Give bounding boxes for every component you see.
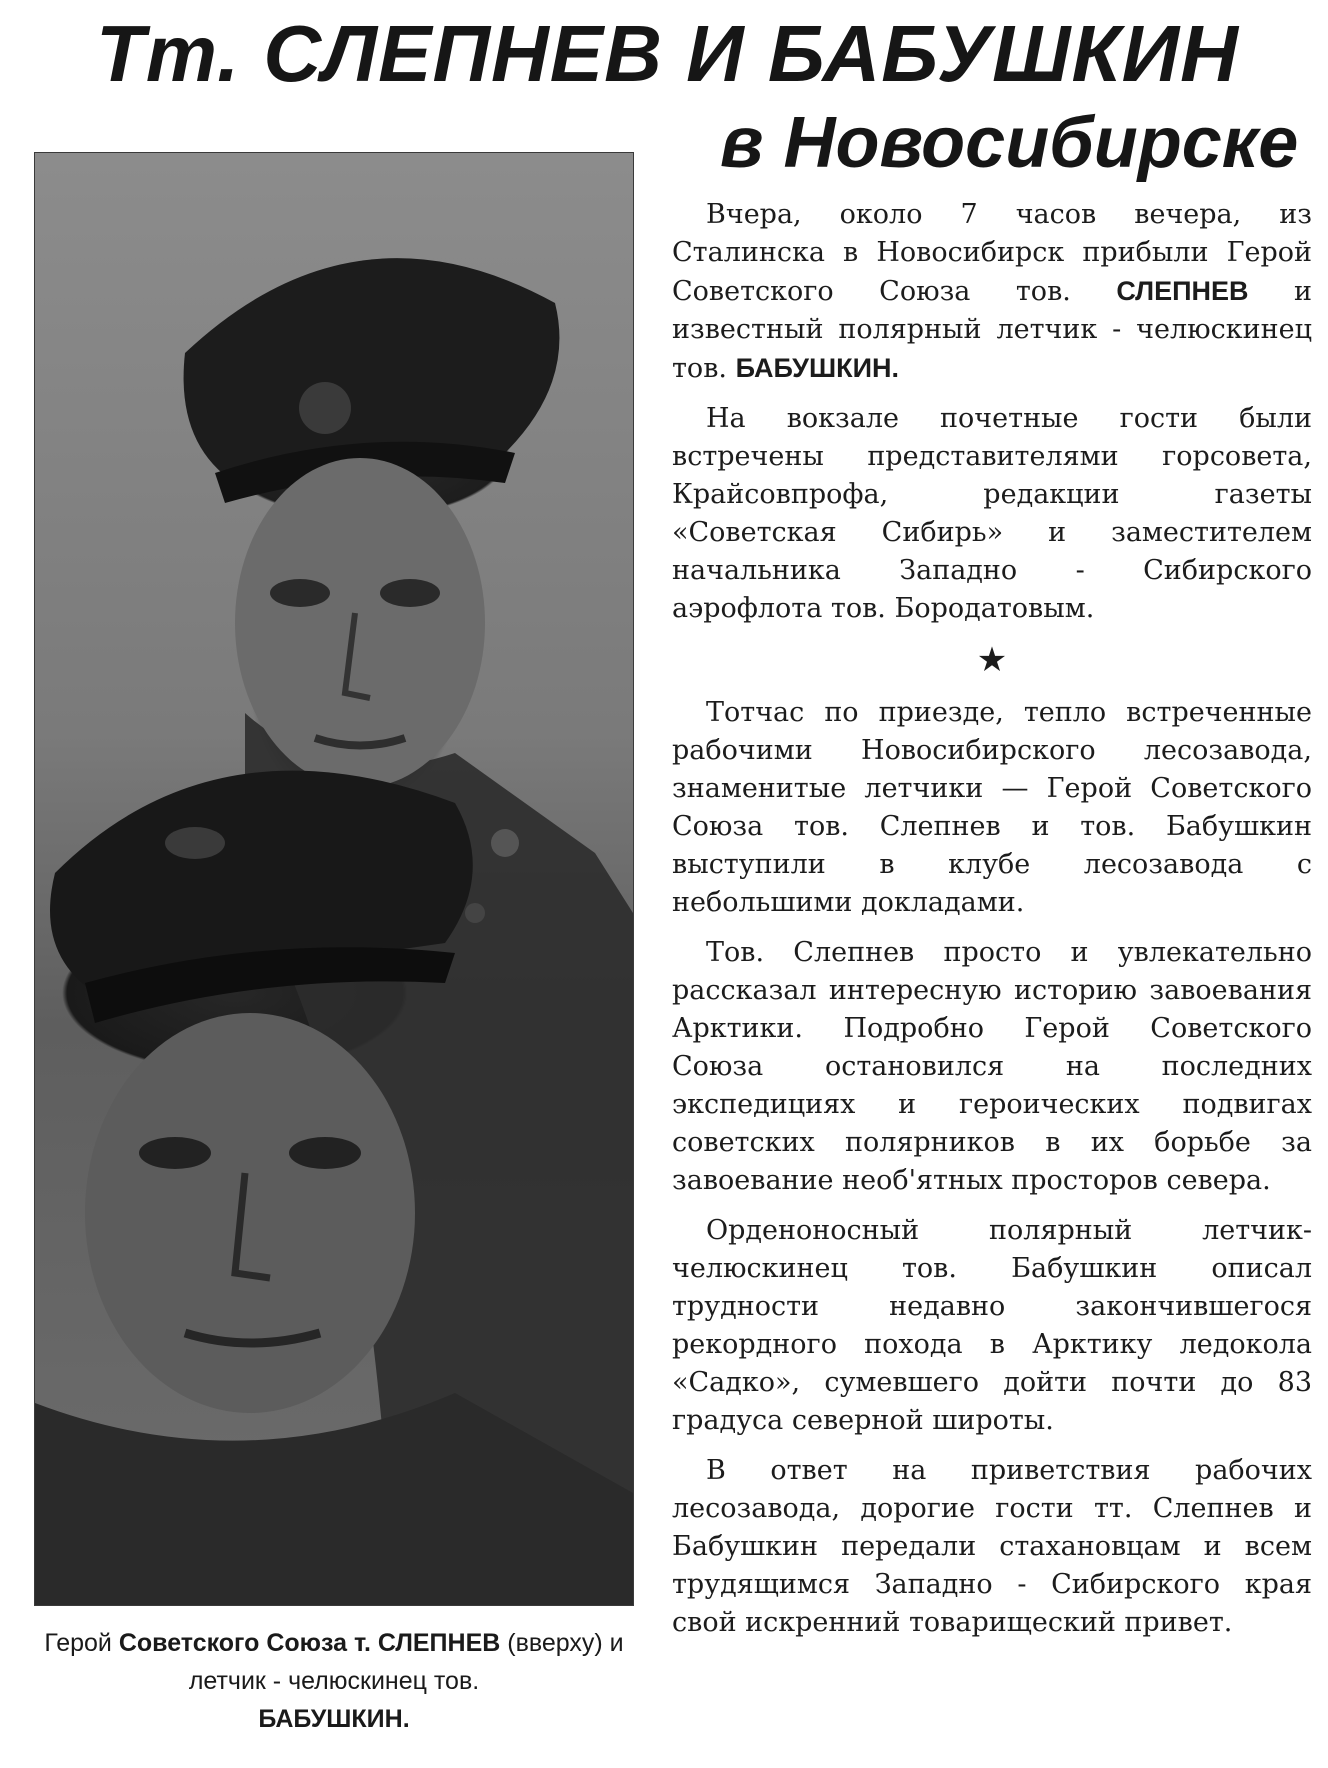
p1-name-babushkin: БАБУШКИН. xyxy=(735,353,899,383)
caption-part-c: (вверху) и летчик - челюскинец тов. xyxy=(188,1629,624,1695)
headline-subtitle: в Новосибирске xyxy=(720,103,1299,183)
caption-part-a: Герой xyxy=(44,1629,119,1657)
star-separator-icon: ★ xyxy=(976,640,1008,680)
p1-name-slepnev: СЛЕПНЕВ xyxy=(1116,276,1249,306)
article-paragraph-4: Тов. Слепнев просто и увлекательно рассказал интересную историю завоевания Арктики. Подробно Герой Советского Союза остановился на последних экспедициях и героических подвигах советских полярников в их борьбе за завоевание необ'ятных просторов севера. xyxy=(672,937,1312,1196)
caption-part-d: БАБУШКИН. xyxy=(258,1705,410,1733)
portrait-photo xyxy=(34,152,634,1606)
caption-part-b: Советского Союза т. СЛЕПНЕВ xyxy=(118,1629,501,1657)
article-paragraph-1 xyxy=(672,196,1312,388)
photo-caption xyxy=(14,1624,654,1738)
article-paragraph-2: На вокзале почетные гости были встречены представителями горсовета, Крайсовпрофа, редакции газеты «Советская Сибирь» и заместителем начальника Западно - Сибирского аэрофлота тов. Бородатовым. xyxy=(672,403,1312,624)
portrait-illustration xyxy=(35,153,633,1605)
p1-text-c: и известный полярный летчик - челюскинец тов. xyxy=(672,276,1312,384)
p1-text-a: Вчера, около 7 часов вечера, из Сталинска в Новосибирск прибыли Герой Советского Союза тов. xyxy=(672,199,1312,307)
article-paragraph-5: Орденоносный полярный летчик-челюскинец тов. Бабушкин описал трудности недавно закончившегося рекордного похода в Арктику ледокола «Садко», сумевшего дойти почти до 83 градуса северной широты. xyxy=(672,1215,1312,1436)
article-paragraph-3: Тотчас по приезде, тепло встреченные рабочими Новосибирского лесозавода, знаменитые летчики — Герой Советского Союза тов. Слепнев и тов. Бабушкин выступили в клубе лесозавода с небольшими докладами. xyxy=(672,697,1312,918)
article-body xyxy=(672,196,1312,1654)
article-paragraph-6: В ответ на приветствия рабочих лесозавода, дорогие гости тт. Слепнев и Бабушкин передали стахановцам и всем трудящимся Западно - Сибирского края свой искренний товарищеский привет. xyxy=(672,1455,1312,1638)
headline-title: Тт. СЛЕПНЕВ И БАБУШКИН xyxy=(96,9,1239,98)
